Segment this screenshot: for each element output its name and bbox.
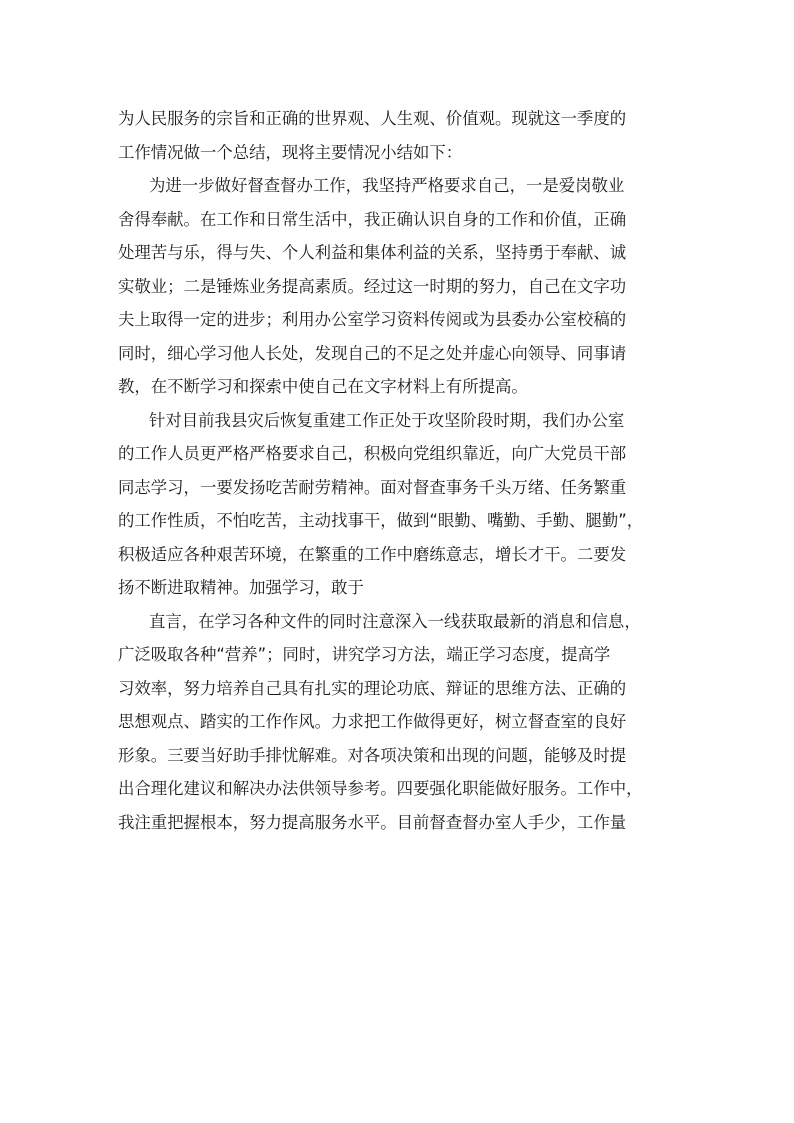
text-line: 扬不断进取精神。加强学习，敢于 xyxy=(118,578,364,597)
text-line: 同时，细心学习他人长处，发现自己的不足之处并虚心向领导、同事请 xyxy=(118,343,627,363)
text-line: 思想观点、踏实的工作作风。力求把工作做得更好，树立督查室的良好 xyxy=(118,712,627,731)
text-line: 广泛吸取各种“营养”；同时，讲究学习方法，端正学习态度，提高学 xyxy=(118,645,611,664)
text-line: 针对目前我县灾后恢复重建工作正处于攻坚阶段时期，我们办公室 xyxy=(149,410,625,430)
text-line: 为人民服务的宗旨和正确的世界观、人生观、价值观。现就这一季度的 xyxy=(118,109,627,128)
text-line: 实敬业；二是锤炼业务提高素质。经过这一时期的努力，自己在文字功 xyxy=(118,276,627,296)
text-line: 的工作人员更严格严格要求自己，积极向党组织靠近，向广大党员干部 xyxy=(118,444,627,463)
text-line: 积极适应各种艰苦环境，在繁重的工作中磨练意志，增长才干。二要发 xyxy=(118,544,627,564)
text-line: 为进一步做好督查督办工作，我坚持严格要求自己，一是爱岗敬业 xyxy=(149,176,625,195)
text-line: 习效率，努力培养自己具有扎实的理论功底、辩证的思维方法、正确的 xyxy=(118,678,627,698)
text-line: 我注重把握根本，努力提高服务水平。目前督查督办室人手少，工作量 xyxy=(118,812,627,832)
document-body xyxy=(118,102,678,839)
text-line: 形象。三要当好助手排忧解难。对各项决策和出现的问题，能够及时提 xyxy=(118,745,627,765)
text-line: 处理苦与乐，得与失、个人利益和集体利益的关系，坚持勇于奉献、诚 xyxy=(118,243,627,262)
text-line: 出合理化建议和解决办法供领导参考。四要强化职能做好服务。工作中， xyxy=(118,779,643,798)
text-line: 工作情况做一个总结，现将主要情况小结如下： xyxy=(118,142,463,162)
text-line: 直言，在学习各种文件的同时注意深入一线获取最新的消息和信息， xyxy=(149,611,641,631)
text-line: 的工作性质，不怕吃苦，主动找事干，做到“眼勤、嘴勤、手勤、腿勤”， xyxy=(118,511,644,530)
text-line: 教，在不断学习和探索中使自己在文字材料上有所提高。 xyxy=(118,377,528,396)
text-line: 夫上取得一定的进步；利用办公室学习资料传阅或为县委办公室校稿的 xyxy=(118,310,627,329)
text-line: 舍得奉献。在工作和日常生活中，我正确认识自身的工作和价值，正确 xyxy=(118,209,627,229)
text-line: 同志学习，一要发扬吃苦耐劳精神。面对督查事务千头万绪、任务繁重 xyxy=(118,477,627,497)
